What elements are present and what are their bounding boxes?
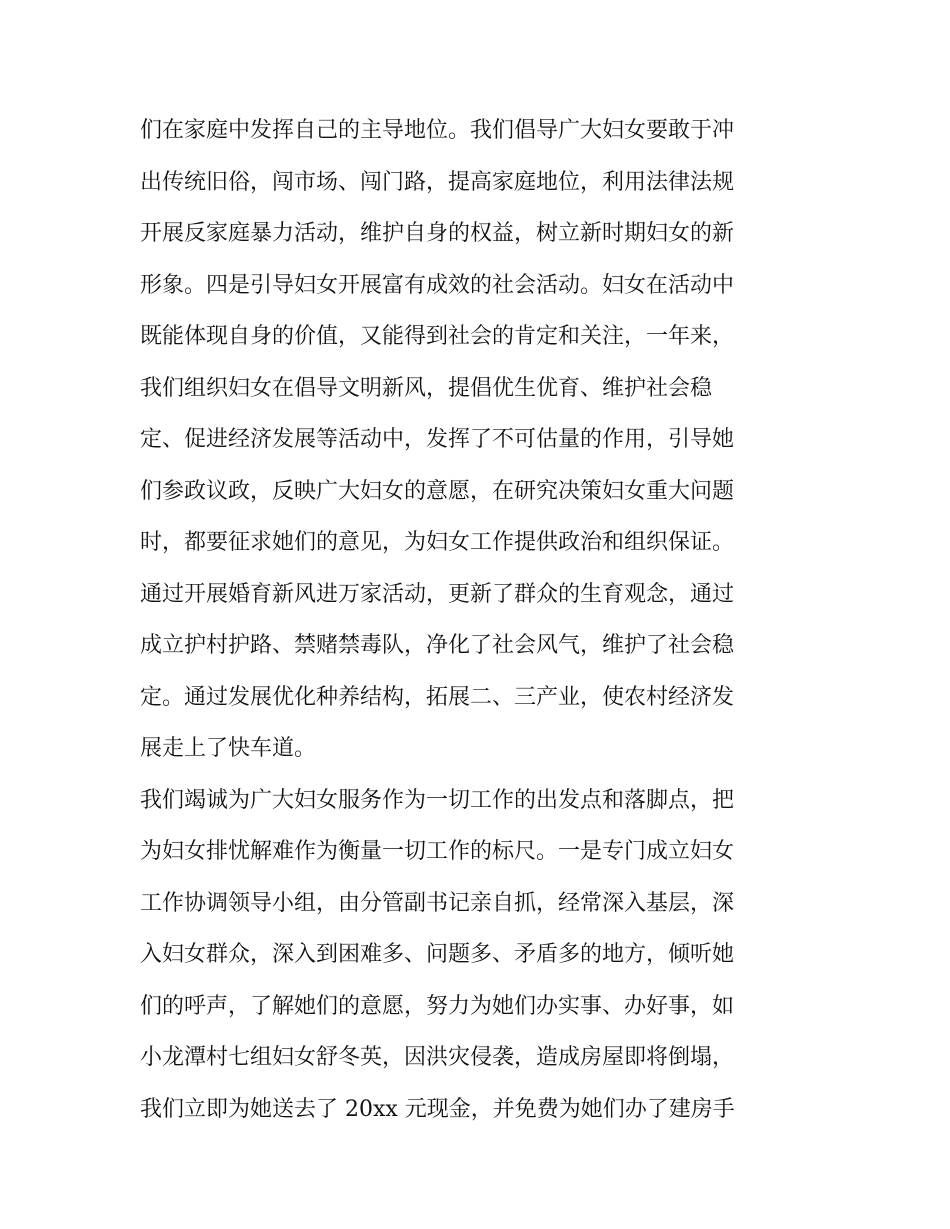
text-line: 我们立即为她送去了 20xx 元现金，并免费为她们办了建房手 [140,1096,735,1122]
body-text [140,105,820,1135]
text-line: 形象。四是引导妇女开展富有成效的社会活动。妇女在活动中 [140,272,735,298]
text-line: 工作协调领导小组，由分管副书记亲自抓，经常深入基层，深 [140,890,735,916]
text-line: 出传统旧俗，闯市场、闯门路，提高家庭地位，利用法律法规 [140,169,735,195]
text-line: 定、促进经济发展等活动中，发挥了不可估量的作用，引导她 [140,427,735,452]
text-line: 开展反家庭暴力活动，维护自身的权益，树立新时期妇女的新 [140,221,735,246]
text-line: 我们竭诚为广大妇女服务作为一切工作的出发点和落脚点，把 [140,787,735,813]
text-line: 为妇女排忧解难作为衡量一切工作的标尺。一是专门成立妇女 [140,839,735,864]
text-line: 们参政议政，反映广大妇女的意愿，在研究决策妇女重大问题 [140,478,735,504]
text-line: 们在家庭中发挥自己的主导地位。我们倡导广大妇女要敢于冲 [140,118,735,143]
text-line: 入妇女群众，深入到困难多、问题多、矛盾多的地方，倾听她 [140,942,735,967]
text-line: 定。通过发展优化种养结构，拓展二、三产业，使农村经济发 [140,684,735,710]
text-line: 通过开展婚育新风进万家活动，更新了群众的生育观念，通过 [140,581,735,607]
text-line: 展走上了快车道。 [140,736,317,761]
text-line: 我们组织妇女在倡导文明新风，提倡优生优育、维护社会稳 [140,375,713,401]
text-line: 们的呼声，了解她们的意愿，努力为她们办实事、办好事，如 [140,993,735,1019]
text-line: 既能体现自身的价值，又能得到社会的肯定和关注，一年来， [140,324,735,349]
text-line: 时，都要征求她们的意见，为妇女工作提供政治和组织保证。 [140,530,735,555]
text-line: 小龙潭村七组妇女舒冬英，因洪灾侵袭，造成房屋即将倒塌， [140,1045,735,1070]
text-line: 成立护村护路、禁赌禁毒队，净化了社会风气，维护了社会稳 [140,633,735,658]
